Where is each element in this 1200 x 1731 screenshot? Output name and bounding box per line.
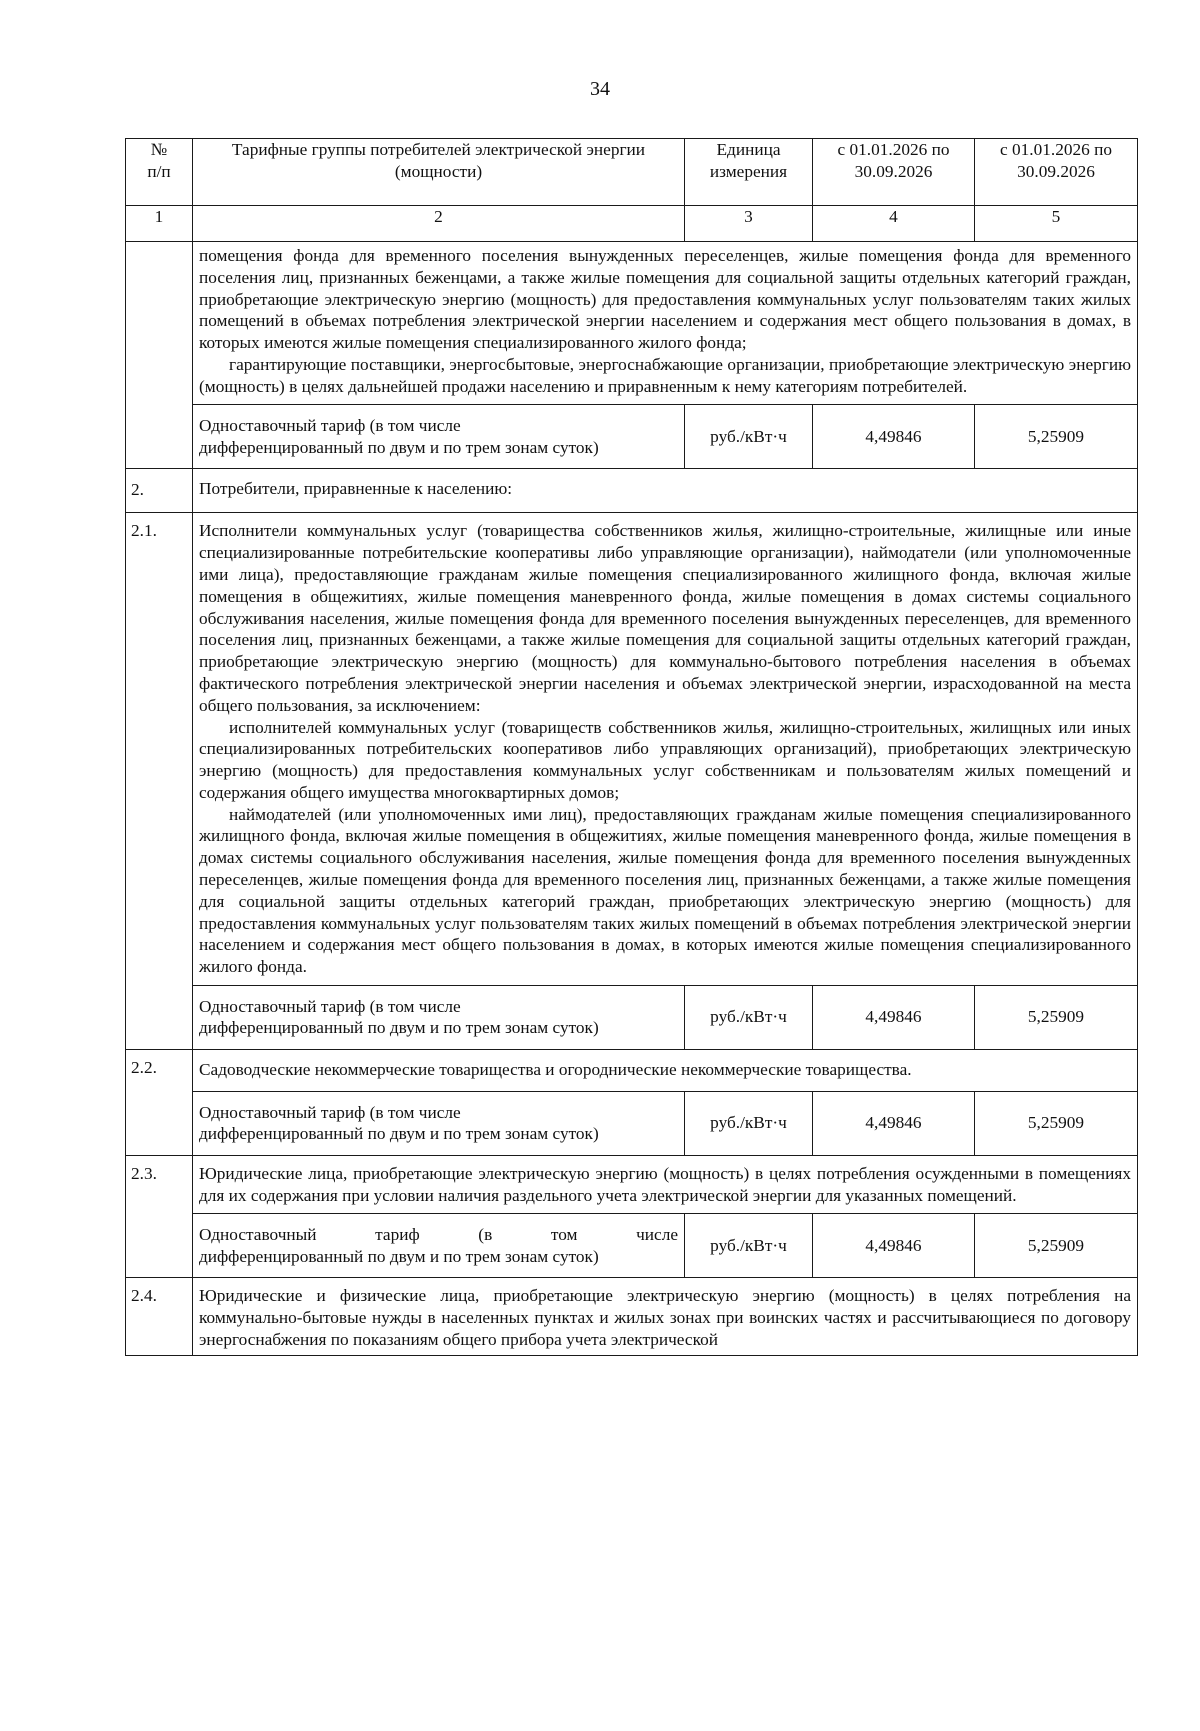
tariff-value-2: 5,25909 <box>975 1214 1138 1278</box>
tariff-label <box>193 405 685 469</box>
section-number: 2.2. <box>126 1049 193 1155</box>
tariff-value-1: 4,49846 <box>813 1214 975 1278</box>
tariff-label-line: Одноставочный тариф (в том числе <box>199 996 461 1016</box>
tariff-value-1: 4,49846 <box>813 405 975 469</box>
tariff-label-line: дифференцированный по двум и по трем зонам суток) <box>199 1246 599 1266</box>
tariff-label-line: Одноставочный тариф (в том числе <box>199 416 461 436</box>
section-number: 2.3. <box>126 1155 193 1278</box>
paragraph: Исполнители коммунальных услуг (товарищества собственников жилья, жилищно-строительные, жилищные или иные специализированные потребительские кооперативы либо управляющие организации), наймодатели (или уполномоченные ими лица), предоставляющие гражданам жилые помещения специализированного жилищного фонда, включая жилые помещения в общежитиях, жилые помещения маневренного фонда, жилые помещения в домах системы социального обслуживания населения, жилые помещения фонда для временного поселения вынужденных переселенцев, для временного поселения лиц, признанных беженцами, а также жилые помещения для социальной защиты отдельных категорий граждан, приобретающие электрическую энергию (мощность) для коммунально-бытового потребления населения в объемах фактического потребления электрической энергии населения и объемах электрической энергии, израсходованной на места общего пользования, за исключением: <box>199 521 1131 715</box>
tariff-value-1: 4,49846 <box>813 985 975 1049</box>
index-cell: 5 <box>975 206 1138 242</box>
tariff-unit: руб./кВт·ч <box>685 405 813 469</box>
section-description: Юридические лица, приобретающие электрическую энергию (мощность) в целях потребления осужденными в помещениях для их содержания при условии наличия раздельного учета электрической энергии для указанных помещений. <box>193 1155 1138 1214</box>
index-cell: 1 <box>126 206 193 242</box>
header-period-2: с 01.01.2026 по 30.09.2026 <box>975 139 1138 206</box>
section-number <box>126 242 193 469</box>
section-number: 2.1. <box>126 513 193 1049</box>
page-number: 34 <box>590 78 610 100</box>
section-description: Садоводческие некоммерческие товарищества и огороднические некоммерческие товарищества. <box>193 1049 1138 1091</box>
section-number: 2.4. <box>126 1278 193 1355</box>
tariff-table <box>125 138 1138 1356</box>
tariff-value-2: 5,25909 <box>975 1091 1138 1155</box>
tariff-label <box>193 1091 685 1155</box>
tariff-label-line: дифференцированный по двум и по трем зонам суток) <box>199 1018 599 1038</box>
header-row <box>126 139 1138 206</box>
section-description <box>193 513 1138 985</box>
header-num: № п/п <box>126 139 193 206</box>
section-row-2-1 <box>126 513 1138 985</box>
paragraph: исполнителей коммунальных услуг (товариществ собственников жилья, жилищно-строительных, жилищных или иных специализированных потребительских кооперативов либо управляющих организаций), приобретающих электрическую энергию (мощность) для предоставления коммунальных услуг собственникам и пользователям жилых помещений и содержания общего имущества многоквартирных домов; <box>199 717 1131 802</box>
tariff-value-2: 5,25909 <box>975 405 1138 469</box>
tariff-row <box>126 405 1138 469</box>
section-row-2-2 <box>126 1049 1138 1091</box>
paragraph: гарантирующие поставщики, энергосбытовые, энергоснабжающие организации, приобретающие электрическую энергию (мощность) в целях дальнейшей продажи населению и приравненным к нему категориям потребителей. <box>199 354 1131 396</box>
index-cell: 2 <box>193 206 685 242</box>
tariff-label-line: дифференцированный по двум и по трем зонам суток) <box>199 437 599 457</box>
section-row-2-3 <box>126 1155 1138 1214</box>
tariff-value-1: 4,49846 <box>813 1091 975 1155</box>
tariff-label <box>193 1214 685 1278</box>
tariff-unit: руб./кВт·ч <box>685 1091 813 1155</box>
tariff-unit: руб./кВт·ч <box>685 1214 813 1278</box>
section-row-continued <box>126 242 1138 405</box>
section-row-2 <box>126 469 1138 513</box>
tariff-label-line: дифференцированный по двум и по трем зонам суток) <box>199 1124 599 1144</box>
section-description: Юридические и физические лица, приобретающие электрическую энергию (мощность) в целях потребления на коммунально-бытовые нужды в населенных пунктах и жилых зонах при воинских частях и рассчитывающиеся по договору энергоснабжения по показаниям общего прибора учета электрической <box>193 1278 1138 1355</box>
tariff-value-2: 5,25909 <box>975 985 1138 1049</box>
header-unit: Единица измерения <box>685 139 813 206</box>
header-group: Тарифные группы потребителей электрической энергии (мощности) <box>193 139 685 206</box>
tariff-row <box>126 985 1138 1049</box>
header-period-1: с 01.01.2026 по 30.09.2026 <box>813 139 975 206</box>
index-cell: 3 <box>685 206 813 242</box>
section-number: 2. <box>126 469 193 513</box>
tariff-row <box>126 1214 1138 1278</box>
tariff-unit: руб./кВт·ч <box>685 985 813 1049</box>
paragraph: помещения фонда для временного поселения вынужденных переселенцев, жилые помещения фонда для временного поселения лиц, признанных беженцами, а также жилые помещения для социальной защиты отдельных категорий граждан, приобретающие электрическую энергию (мощность) для предоставления коммунальных услуг пользователям таких жилых помещений в объемах потребления электрической энергии населением и содержания мест общего пользования в домах, в которых имеются жилые помещения специализированного жилого фонда; <box>199 246 1131 353</box>
tariff-label <box>193 985 685 1049</box>
tariff-label-line: Одноставочный тариф (в том числе <box>199 1225 678 1245</box>
paragraph: наймодателей (или уполномоченных ими лиц), предоставляющих гражданам жилые помещения специализированного жилищного фонда, включая жилые помещения в общежитиях, жилые помещения маневренного фонда, жилые помещения в домах системы социального обслуживания населения, жилые помещения фонда для временного поселения вынужденных переселенцев, жилые помещения фонда для временного поселения лиц, признанных беженцами, а также жилые помещения для социальной защиты отдельных категорий граждан, приобретающих электрическую энергию (мощность) для предоставления коммунальных услуг пользователям таких жилых помещений в объемах потребления электрической энергии населением и содержания мест общего пользования в домах, в которых имеются жилые помещения специализированного жилого фонда. <box>199 804 1131 977</box>
section-row-2-4 <box>126 1278 1138 1355</box>
tariff-row <box>126 1091 1138 1155</box>
section-description <box>193 242 1138 405</box>
tariff-label-line: Одноставочный тариф (в том числе <box>199 1102 461 1122</box>
index-cell: 4 <box>813 206 975 242</box>
section-description: Потребители, приравненные к населению: <box>193 469 1138 513</box>
index-row <box>126 206 1138 242</box>
